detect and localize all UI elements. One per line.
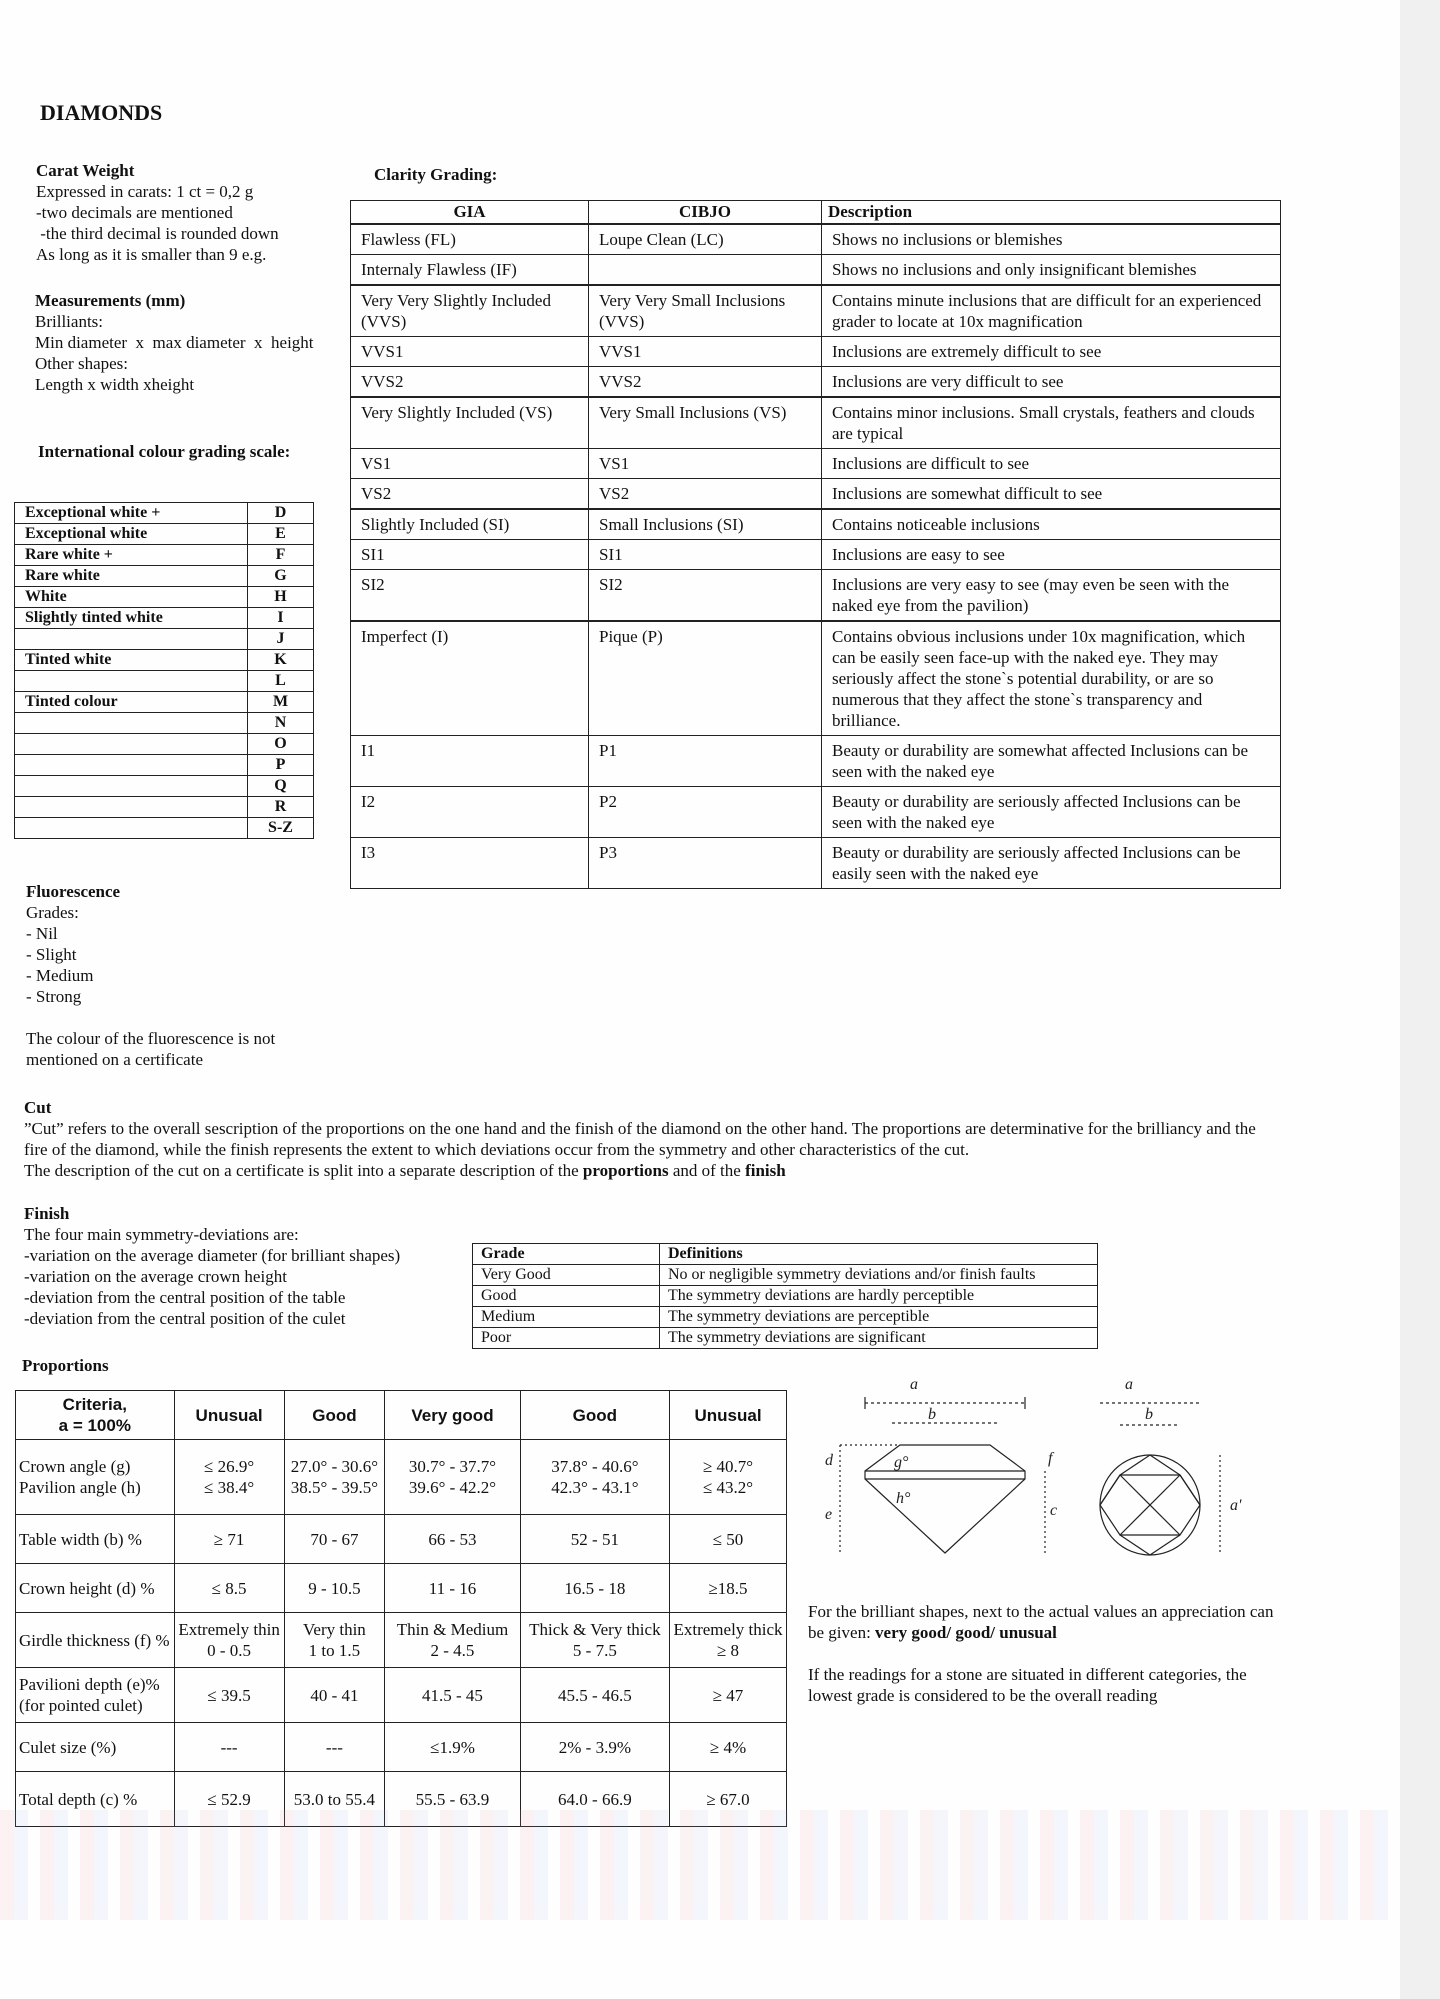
proportions-value: 27.0° - 30.6° 38.5° - 39.5°: [284, 1440, 385, 1515]
clarity-row: [351, 449, 1281, 479]
clarity-cell-gia: Internaly Flawless (IF): [351, 255, 589, 286]
clarity-cell-gia: VS2: [351, 479, 589, 510]
proportions-value: ---: [284, 1723, 385, 1772]
label-f: f: [1048, 1450, 1053, 1467]
colour-name: Slightly tinted white: [15, 608, 248, 629]
proportions-row: [16, 1440, 787, 1515]
colour-row: [15, 629, 314, 650]
clarity-row: [351, 367, 1281, 398]
fluorescence-line: Grades:: [26, 903, 79, 922]
clarity-cell-desc: Beauty or durability are seriously affected Inclusions can be easily seen with the naked eye: [822, 838, 1281, 889]
clarity-row: [351, 397, 1281, 449]
fluorescence-line: - Nil: [26, 924, 58, 943]
finish-grade-table: [472, 1243, 1098, 1349]
proportions-criterion: Girdle thickness (f) %: [16, 1613, 175, 1668]
finish-definition: The symmetry deviations are hardly perceptible: [660, 1286, 1098, 1307]
clarity-cell-gia: Imperfect (I): [351, 621, 589, 736]
colour-letter: D: [248, 503, 314, 524]
label-a-prime: a': [1230, 1497, 1242, 1514]
label-a-top: a: [1125, 1376, 1133, 1393]
clarity-cell-cibjo: P3: [589, 838, 822, 889]
clarity-cell-desc: Inclusions are somewhat difficult to see: [822, 479, 1281, 510]
colour-name: [15, 818, 248, 839]
colour-letter: H: [248, 587, 314, 608]
note-text: For the brilliant shapes, next to the actual values an appreciation can be given:: [808, 1602, 1274, 1642]
carat-line: As long as it is smaller than 9 e.g.: [36, 245, 267, 264]
colour-letter: N: [248, 713, 314, 734]
carat-line: -the third decimal is rounded down: [36, 224, 279, 243]
colour-row: [15, 818, 314, 839]
proportions-value: ---: [174, 1723, 284, 1772]
colour-row: [15, 692, 314, 713]
proportions-value: Very thin 1 to 1.5: [284, 1613, 385, 1668]
clarity-row: [351, 570, 1281, 622]
fluorescence-line: - Slight: [26, 945, 77, 964]
carat-line: -two decimals are mentioned: [36, 203, 233, 222]
colour-name: [15, 671, 248, 692]
cut-bold-proportions: proportions: [582, 1161, 669, 1180]
proportions-value: Thick & Very thick 5 - 7.5: [520, 1613, 669, 1668]
clarity-cell-desc: Contains obvious inclusions under 10x magnification, which can be easily seen face-up with the naked eye. They may seriously affect the stone`s potential durability, or are so numerous that they affect the stone`s transparency and brilliance.: [822, 621, 1281, 736]
clarity-cell-desc: Inclusions are easy to see: [822, 540, 1281, 570]
proportions-criterion: Crown height (d) %: [16, 1564, 175, 1613]
clarity-cell-cibjo: VS1: [589, 449, 822, 479]
clarity-cell-gia: SI1: [351, 540, 589, 570]
clarity-cell-desc: Inclusions are very difficult to see: [822, 367, 1281, 398]
proportions-criterion: Total depth (c) %: [16, 1772, 175, 1827]
proportions-table: [15, 1390, 787, 1827]
proportions-header: Good: [520, 1391, 669, 1440]
finish-definition: The symmetry deviations are perceptible: [660, 1307, 1098, 1328]
proportions-row: [16, 1668, 787, 1723]
clarity-cell-cibjo: Pique (P): [589, 621, 822, 736]
colour-name: [15, 629, 248, 650]
brilliant-note: [808, 1601, 1278, 1706]
proportions-value: ≥ 67.0: [670, 1772, 787, 1827]
colour-letter: O: [248, 734, 314, 755]
colour-row: [15, 650, 314, 671]
colour-name: [15, 755, 248, 776]
colour-letter: J: [248, 629, 314, 650]
proportions-value: 53.0 to 55.4: [284, 1772, 385, 1827]
clarity-cell-desc: Shows no inclusions or blemishes: [822, 224, 1281, 255]
clarity-row: [351, 838, 1281, 889]
clarity-grading-table: [350, 200, 1281, 889]
proportions-value: 66 - 53: [385, 1515, 520, 1564]
clarity-cell-desc: Shows no inclusions and only insignificant blemishes: [822, 255, 1281, 286]
colour-row: [15, 587, 314, 608]
colour-row: [15, 755, 314, 776]
clarity-header-cibjo: CIBJO: [589, 201, 822, 225]
proportions-value: ≥ 40.7° ≤ 43.2°: [670, 1440, 787, 1515]
proportions-value: ≤ 50: [670, 1515, 787, 1564]
colour-name: [15, 713, 248, 734]
clarity-cell-cibjo: Loupe Clean (LC): [589, 224, 822, 255]
carat-line: Expressed in carats: 1 ct = 0,2 g: [36, 182, 254, 201]
proportions-value: ≤ 52.9: [174, 1772, 284, 1827]
clarity-cell-cibjo: P2: [589, 787, 822, 838]
label-e: e: [825, 1506, 833, 1523]
colour-name: Rare white: [15, 566, 248, 587]
clarity-cell-gia: VVS1: [351, 337, 589, 367]
clarity-row: [351, 621, 1281, 736]
colour-name: Exceptional white +: [15, 503, 248, 524]
clarity-row: [351, 787, 1281, 838]
brilliant-note-p1: [808, 1601, 1278, 1643]
clarity-cell-gia: Flawless (FL): [351, 224, 589, 255]
colour-name: White: [15, 587, 248, 608]
proportions-value: ≥18.5: [670, 1564, 787, 1613]
clarity-row: [351, 224, 1281, 255]
fluorescence-line: - Strong: [26, 987, 82, 1006]
clarity-cell-cibjo: Small Inclusions (SI): [589, 509, 822, 540]
proportions-row: [16, 1515, 787, 1564]
proportions-value: 45.5 - 46.5: [520, 1668, 669, 1723]
proportions-header: Criteria, a = 100%: [16, 1391, 175, 1440]
clarity-cell-desc: Inclusions are difficult to see: [822, 449, 1281, 479]
finish-row: [473, 1265, 1098, 1286]
colour-name: [15, 734, 248, 755]
clarity-cell-gia: VVS2: [351, 367, 589, 398]
colour-letter: G: [248, 566, 314, 587]
carat-heading: Carat Weight: [36, 161, 135, 180]
proportions-value: ≤ 26.9° ≤ 38.4°: [174, 1440, 284, 1515]
proportions-header: Unusual: [174, 1391, 284, 1440]
proportions-value: ≥ 47: [670, 1668, 787, 1723]
label-b-top: b: [1145, 1406, 1153, 1423]
label-b: b: [928, 1406, 936, 1423]
colour-letter: E: [248, 524, 314, 545]
clarity-row: [351, 479, 1281, 510]
proportions-value: 40 - 41: [284, 1668, 385, 1723]
colour-row: [15, 713, 314, 734]
proportions-header: Good: [284, 1391, 385, 1440]
cut-section: [24, 1097, 1274, 1181]
clarity-cell-desc: Inclusions are very easy to see (may even be seen with the naked eye from the pavilion): [822, 570, 1281, 622]
proportions-heading: Proportions: [22, 1356, 109, 1375]
colour-row: [15, 797, 314, 818]
scan-color-stripe: [0, 1810, 1400, 1920]
fluorescence-line: - Medium: [26, 966, 94, 985]
clarity-cell-cibjo: VS2: [589, 479, 822, 510]
clarity-header-gia: GIA: [351, 201, 589, 225]
clarity-cell-gia: Very Very Slightly Included (VVS): [351, 285, 589, 337]
colour-row: [15, 524, 314, 545]
proportions-criterion: Crown angle (g) Pavilion angle (h): [16, 1440, 175, 1515]
measurements-heading: Measurements (mm): [35, 291, 186, 310]
cut-bold-finish: finish: [745, 1161, 786, 1180]
label-c: c: [1050, 1502, 1058, 1519]
proportions-value: 64.0 - 66.9: [520, 1772, 669, 1827]
fluorescence-note: The colour of the fluorescence is not mentioned on a certificate: [26, 1029, 276, 1069]
clarity-heading: Clarity Grading:: [374, 165, 498, 184]
finish-grade: Medium: [473, 1307, 660, 1328]
label-a: a: [910, 1376, 918, 1393]
proportions-value: ≤ 8.5: [174, 1564, 284, 1613]
measurements-line: Other shapes:: [35, 354, 129, 373]
clarity-cell-gia: Slightly Included (SI): [351, 509, 589, 540]
proportions-value: Extremely thick ≥ 8: [670, 1613, 787, 1668]
proportions-value: ≤1.9%: [385, 1723, 520, 1772]
diamond-profile: [865, 1445, 1025, 1553]
colour-row: [15, 776, 314, 797]
proportions-row: [16, 1613, 787, 1668]
clarity-cell-desc: Beauty or durability are seriously affected Inclusions can be seen with the naked eye: [822, 787, 1281, 838]
clarity-cell-gia: I3: [351, 838, 589, 889]
proportions-value: ≥ 71: [174, 1515, 284, 1564]
colour-letter: R: [248, 797, 314, 818]
clarity-cell-gia: SI2: [351, 570, 589, 622]
finish-grade: Very Good: [473, 1265, 660, 1286]
clarity-row: [351, 736, 1281, 787]
colour-row: [15, 503, 314, 524]
page-title: DIAMONDS: [40, 100, 163, 125]
finish-line: -deviation from the central position of the table: [24, 1288, 346, 1307]
clarity-row: [351, 540, 1281, 570]
colour-name: Exceptional white: [15, 524, 248, 545]
colour-row: [15, 545, 314, 566]
carat-section: [36, 160, 346, 265]
proportions-value: 2% - 3.9%: [520, 1723, 669, 1772]
brilliant-cut-diagram: [820, 1375, 1280, 1580]
clarity-cell-cibjo: Very Very Small Inclusions (VVS): [589, 285, 822, 337]
colour-letter: S-Z: [248, 818, 314, 839]
note-bold: very good/ good/ unusual: [875, 1623, 1057, 1642]
cut-text: The description of the cut on a certificate is split into a separate description of the: [24, 1161, 583, 1180]
finish-line: -variation on the average diameter (for brilliant shapes): [24, 1246, 401, 1265]
proportions-value: 55.5 - 63.9: [385, 1772, 520, 1827]
clarity-cell-desc: Contains minor inclusions. Small crystals, feathers and clouds are typical: [822, 397, 1281, 449]
finish-grade: Poor: [473, 1328, 660, 1349]
clarity-header-description: Description: [822, 201, 1281, 225]
label-g: g°: [894, 1454, 909, 1471]
clarity-cell-cibjo: Very Small Inclusions (VS): [589, 397, 822, 449]
clarity-row: [351, 255, 1281, 286]
finish-row: [473, 1328, 1098, 1349]
proportions-value: 52 - 51: [520, 1515, 669, 1564]
clarity-cell-desc: Beauty or durability are somewhat affected Inclusions can be seen with the naked eye: [822, 736, 1281, 787]
clarity-row: [351, 285, 1281, 337]
proportions-value: Thin & Medium 2 - 4.5: [385, 1613, 520, 1668]
proportions-value: 41.5 - 45: [385, 1668, 520, 1723]
colour-row: [15, 671, 314, 692]
colour-letter: P: [248, 755, 314, 776]
cut-text: and of the: [668, 1161, 746, 1180]
scan-edge: [1400, 0, 1440, 1999]
clarity-cell-cibjo: SI1: [589, 540, 822, 570]
colour-letter: M: [248, 692, 314, 713]
finish-definition: No or negligible symmetry deviations and/or finish faults: [660, 1265, 1098, 1286]
clarity-cell-cibjo: VVS2: [589, 367, 822, 398]
clarity-cell-gia: I2: [351, 787, 589, 838]
colour-row: [15, 734, 314, 755]
proportions-value: ≤ 39.5: [174, 1668, 284, 1723]
colour-name: [15, 776, 248, 797]
fluorescence-heading: Fluorescence: [26, 882, 121, 901]
colour-scale-heading: International colour grading scale:: [38, 442, 291, 461]
brilliant-note-p2: If the readings for a stone are situated in different categories, the lowest grade is considered to be the overall reading: [808, 1665, 1247, 1705]
colour-letter: L: [248, 671, 314, 692]
measurements-section: [35, 290, 355, 395]
colour-letter: Q: [248, 776, 314, 797]
cut-paragraph: ”Cut” refers to the overall sescription of the proportions on the one hand and the finish of the diamond on the other hand. The proportions are determinative for the brilliancy and the fire of the diamond, while the finish represents the extent to which deviations occur from the symmetry and other characteristics of the cut.: [24, 1119, 1256, 1159]
colour-grading-table: [14, 502, 314, 839]
clarity-row: [351, 337, 1281, 367]
finish-section: [24, 1203, 464, 1329]
clarity-cell-desc: Inclusions are extremely difficult to see: [822, 337, 1281, 367]
clarity-cell-cibjo: [589, 255, 822, 286]
finish-grade: Good: [473, 1286, 660, 1307]
clarity-cell-desc: Contains noticeable inclusions: [822, 509, 1281, 540]
colour-name: Tinted colour: [15, 692, 248, 713]
finish-line: -variation on the average crown height: [24, 1267, 287, 1286]
finish-row: [473, 1286, 1098, 1307]
finish-heading: Finish: [24, 1204, 70, 1223]
proportions-value: 30.7° - 37.7° 39.6° - 42.2°: [385, 1440, 520, 1515]
cut-heading: Cut: [24, 1098, 52, 1117]
side-view-diagram: [840, 1397, 1045, 1555]
measurements-line: Brilliants:: [35, 312, 103, 331]
measurements-line: Length x width xheight: [35, 375, 195, 394]
proportions-value: Extremely thin 0 - 0.5: [174, 1613, 284, 1668]
clarity-cell-gia: VS1: [351, 449, 589, 479]
proportions-criterion: Table width (b) %: [16, 1515, 175, 1564]
finish-definition: The symmetry deviations are significant: [660, 1328, 1098, 1349]
proportions-value: 37.8° - 40.6° 42.3° - 43.1°: [520, 1440, 669, 1515]
proportions-value: ≥ 4%: [670, 1723, 787, 1772]
fluorescence-section: [26, 881, 306, 1070]
label-d: d: [825, 1452, 833, 1469]
finish-header-definitions: Definitions: [660, 1244, 1098, 1265]
top-view-diagram: [1100, 1403, 1220, 1555]
finish-line: -deviation from the central position of the culet: [24, 1309, 346, 1328]
clarity-cell-gia: I1: [351, 736, 589, 787]
proportions-row: [16, 1723, 787, 1772]
finish-line: The four main symmetry-deviations are:: [24, 1225, 299, 1244]
colour-row: [15, 566, 314, 587]
clarity-cell-gia: Very Slightly Included (VS): [351, 397, 589, 449]
colour-letter: F: [248, 545, 314, 566]
proportions-row: [16, 1564, 787, 1613]
clarity-cell-cibjo: P1: [589, 736, 822, 787]
proportions-header: Very good: [385, 1391, 520, 1440]
clarity-row: [351, 509, 1281, 540]
clarity-cell-cibjo: SI2: [589, 570, 822, 622]
finish-header-grade: Grade: [473, 1244, 660, 1265]
colour-letter: K: [248, 650, 314, 671]
proportions-criterion: Culet size (%): [16, 1723, 175, 1772]
colour-name: [15, 797, 248, 818]
proportions-value: 9 - 10.5: [284, 1564, 385, 1613]
proportions-value: 11 - 16: [385, 1564, 520, 1613]
measurements-line: Min diameter x max diameter x height: [35, 333, 314, 352]
colour-name: Rare white +: [15, 545, 248, 566]
clarity-cell-desc: Contains minute inclusions that are difficult for an experienced grader to locate at 10x magnification: [822, 285, 1281, 337]
finish-row: [473, 1307, 1098, 1328]
label-h: h°: [896, 1490, 911, 1507]
proportions-criterion: Pavilioni depth (e)% (for pointed culet): [16, 1668, 175, 1723]
colour-row: [15, 608, 314, 629]
proportions-header: Unusual: [670, 1391, 787, 1440]
cut-paragraph-2: [24, 1160, 1274, 1181]
clarity-cell-cibjo: VVS1: [589, 337, 822, 367]
colour-name: Tinted white: [15, 650, 248, 671]
colour-letter: I: [248, 608, 314, 629]
proportions-value: 70 - 67: [284, 1515, 385, 1564]
proportions-value: 16.5 - 18: [520, 1564, 669, 1613]
